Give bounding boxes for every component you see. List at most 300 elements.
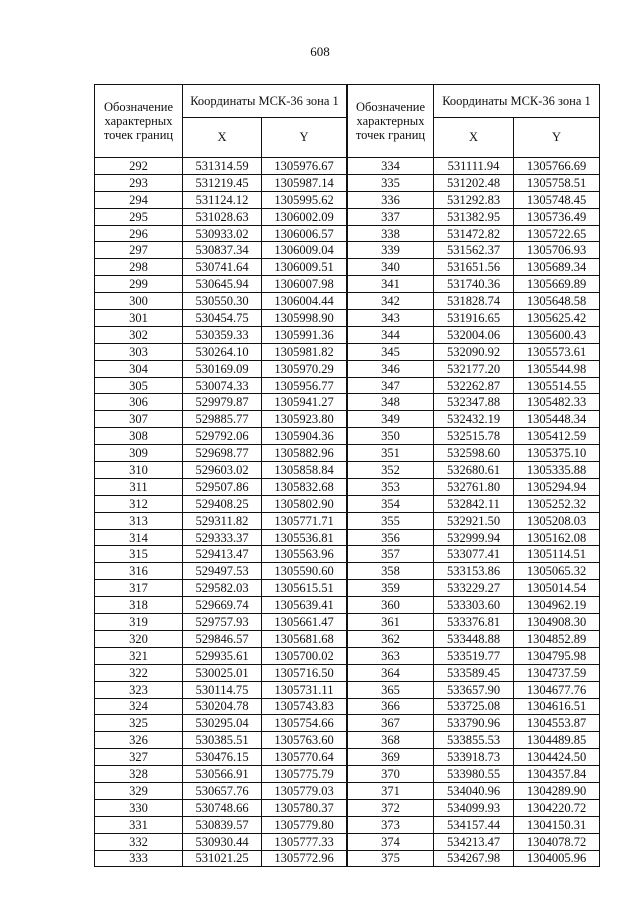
x-coordinate-cell: 530657.76 bbox=[183, 782, 262, 799]
x-coordinate-cell: 530025.01 bbox=[183, 664, 262, 681]
x-coordinate-cell: 530476.15 bbox=[183, 749, 262, 766]
x-coordinate-cell: 532177.20 bbox=[434, 360, 514, 377]
x-coordinate-cell: 533153.86 bbox=[434, 563, 514, 580]
table-row bbox=[348, 462, 600, 479]
point-id-cell: 366 bbox=[348, 698, 434, 715]
point-id-cell: 348 bbox=[348, 394, 434, 411]
table-row bbox=[95, 512, 347, 529]
table-row bbox=[95, 681, 347, 698]
x-coordinate-cell: 532999.94 bbox=[434, 529, 514, 546]
y-coordinate-cell: 1304795.98 bbox=[514, 647, 600, 664]
point-id-cell: 332 bbox=[95, 833, 183, 850]
y-coordinate-cell: 1305573.61 bbox=[514, 343, 600, 360]
y-coordinate-cell: 1305700.02 bbox=[262, 647, 347, 664]
point-id-cell: 312 bbox=[95, 495, 183, 512]
point-id-cell: 303 bbox=[95, 343, 183, 360]
x-coordinate-cell: 529582.03 bbox=[183, 580, 262, 597]
y-coordinate-cell: 1305995.62 bbox=[262, 191, 347, 208]
table-row bbox=[95, 293, 347, 310]
y-column-header: Y bbox=[514, 117, 600, 157]
point-id-cell: 326 bbox=[95, 732, 183, 749]
y-coordinate-cell: 1304553.87 bbox=[514, 715, 600, 732]
point-id-cell: 350 bbox=[348, 428, 434, 445]
table-row bbox=[348, 225, 600, 242]
table-row bbox=[348, 495, 600, 512]
x-coordinate-cell: 530114.75 bbox=[183, 681, 262, 698]
y-coordinate-cell: 1305754.66 bbox=[262, 715, 347, 732]
x-coordinate-cell: 530204.78 bbox=[183, 698, 262, 715]
point-id-cell: 337 bbox=[348, 208, 434, 225]
x-coordinate-cell: 533376.81 bbox=[434, 614, 514, 631]
table-row bbox=[95, 326, 347, 343]
x-coordinate-cell: 531028.63 bbox=[183, 208, 262, 225]
point-id-cell: 372 bbox=[348, 799, 434, 816]
table-row bbox=[95, 310, 347, 327]
y-coordinate-cell: 1305563.96 bbox=[262, 546, 347, 563]
point-id-cell: 364 bbox=[348, 664, 434, 681]
table-row bbox=[95, 597, 347, 614]
point-id-cell: 353 bbox=[348, 478, 434, 495]
y-coordinate-cell: 1305669.89 bbox=[514, 276, 600, 293]
y-coordinate-cell: 1305600.43 bbox=[514, 326, 600, 343]
table-row bbox=[348, 512, 600, 529]
x-coordinate-cell: 533448.88 bbox=[434, 630, 514, 647]
coordinates-table-right bbox=[347, 84, 600, 867]
table-row bbox=[95, 580, 347, 597]
x-coordinate-cell: 533980.55 bbox=[434, 766, 514, 783]
table-row bbox=[348, 766, 600, 783]
y-coordinate-cell: 1305448.34 bbox=[514, 411, 600, 428]
point-id-cell: 328 bbox=[95, 766, 183, 783]
y-coordinate-cell: 1306006.57 bbox=[262, 225, 347, 242]
table-row bbox=[348, 715, 600, 732]
point-id-cell: 338 bbox=[348, 225, 434, 242]
point-id-cell: 325 bbox=[95, 715, 183, 732]
table-row bbox=[95, 276, 347, 293]
x-coordinate-cell: 533657.90 bbox=[434, 681, 514, 698]
x-coordinate-cell: 533790.96 bbox=[434, 715, 514, 732]
table-row bbox=[348, 580, 600, 597]
point-id-cell: 368 bbox=[348, 732, 434, 749]
point-id-cell: 360 bbox=[348, 597, 434, 614]
point-id-cell: 307 bbox=[95, 411, 183, 428]
point-id-cell: 311 bbox=[95, 478, 183, 495]
y-coordinate-cell: 1305770.64 bbox=[262, 749, 347, 766]
y-coordinate-cell: 1305114.51 bbox=[514, 546, 600, 563]
y-coordinate-cell: 1305162.08 bbox=[514, 529, 600, 546]
table-row bbox=[95, 343, 347, 360]
y-coordinate-cell: 1305014.54 bbox=[514, 580, 600, 597]
table-row bbox=[348, 208, 600, 225]
x-coordinate-cell: 531472.82 bbox=[434, 225, 514, 242]
table-row bbox=[348, 732, 600, 749]
y-coordinate-cell: 1305482.33 bbox=[514, 394, 600, 411]
table-row bbox=[95, 462, 347, 479]
table-row bbox=[95, 377, 347, 394]
y-coordinate-cell: 1305590.60 bbox=[262, 563, 347, 580]
x-coordinate-cell: 530839.57 bbox=[183, 816, 262, 833]
point-id-cell: 317 bbox=[95, 580, 183, 597]
point-id-cell: 298 bbox=[95, 259, 183, 276]
point-id-cell: 374 bbox=[348, 833, 434, 850]
table-row bbox=[348, 749, 600, 766]
table-row bbox=[95, 478, 347, 495]
coordinate-system-header: Координаты МСК-36 зона 1 bbox=[434, 85, 600, 118]
y-coordinate-cell: 1305941.27 bbox=[262, 394, 347, 411]
table-row bbox=[348, 259, 600, 276]
y-coordinate-cell: 1305706.93 bbox=[514, 242, 600, 259]
x-coordinate-cell: 530074.33 bbox=[183, 377, 262, 394]
x-coordinate-cell: 529757.93 bbox=[183, 614, 262, 631]
y-coordinate-cell: 1305772.96 bbox=[262, 850, 347, 867]
coordinate-system-header: Координаты МСК-36 зона 1 bbox=[183, 85, 347, 118]
x-coordinate-cell: 529979.87 bbox=[183, 394, 262, 411]
point-id-cell: 296 bbox=[95, 225, 183, 242]
table-row bbox=[348, 799, 600, 816]
point-id-cell: 346 bbox=[348, 360, 434, 377]
table-row bbox=[348, 478, 600, 495]
y-coordinate-cell: 1306009.51 bbox=[262, 259, 347, 276]
table-row bbox=[95, 445, 347, 462]
x-coordinate-cell: 531651.56 bbox=[434, 259, 514, 276]
table-row bbox=[348, 276, 600, 293]
table-row bbox=[348, 698, 600, 715]
table-row bbox=[95, 630, 347, 647]
table-row bbox=[348, 681, 600, 698]
x-coordinate-cell: 530264.10 bbox=[183, 343, 262, 360]
x-coordinate-cell: 530645.94 bbox=[183, 276, 262, 293]
point-id-cell: 306 bbox=[95, 394, 183, 411]
point-id-cell: 330 bbox=[95, 799, 183, 816]
point-id-cell: 335 bbox=[348, 174, 434, 191]
point-id-cell: 340 bbox=[348, 259, 434, 276]
x-coordinate-cell: 531292.83 bbox=[434, 191, 514, 208]
point-id-cell: 331 bbox=[95, 816, 183, 833]
table-row bbox=[95, 394, 347, 411]
x-coordinate-cell: 530566.91 bbox=[183, 766, 262, 783]
table-row bbox=[95, 546, 347, 563]
x-coordinate-cell: 533077.41 bbox=[434, 546, 514, 563]
table-row bbox=[95, 816, 347, 833]
point-id-cell: 342 bbox=[348, 293, 434, 310]
x-coordinate-cell: 529333.37 bbox=[183, 529, 262, 546]
y-coordinate-cell: 1305748.45 bbox=[514, 191, 600, 208]
point-id-cell: 355 bbox=[348, 512, 434, 529]
point-id-cell: 322 bbox=[95, 664, 183, 681]
point-id-cell: 321 bbox=[95, 647, 183, 664]
y-coordinate-cell: 1305681.68 bbox=[262, 630, 347, 647]
point-id-cell: 297 bbox=[95, 242, 183, 259]
point-id-cell: 352 bbox=[348, 462, 434, 479]
table-row bbox=[95, 428, 347, 445]
table-row bbox=[348, 428, 600, 445]
table-row bbox=[95, 191, 347, 208]
point-id-cell: 313 bbox=[95, 512, 183, 529]
x-coordinate-cell: 529792.06 bbox=[183, 428, 262, 445]
y-coordinate-cell: 1305648.58 bbox=[514, 293, 600, 310]
y-coordinate-cell: 1305987.14 bbox=[262, 174, 347, 191]
y-coordinate-cell: 1305858.84 bbox=[262, 462, 347, 479]
point-id-cell: 300 bbox=[95, 293, 183, 310]
point-id-cell: 327 bbox=[95, 749, 183, 766]
table-row bbox=[348, 310, 600, 327]
x-coordinate-cell: 534099.93 bbox=[434, 799, 514, 816]
table-row bbox=[348, 343, 600, 360]
x-coordinate-cell: 530741.64 bbox=[183, 259, 262, 276]
y-coordinate-cell: 1304357.84 bbox=[514, 766, 600, 783]
x-coordinate-cell: 532347.88 bbox=[434, 394, 514, 411]
x-coordinate-cell: 530169.09 bbox=[183, 360, 262, 377]
x-coordinate-cell: 534213.47 bbox=[434, 833, 514, 850]
point-id-cell: 304 bbox=[95, 360, 183, 377]
x-coordinate-cell: 533589.45 bbox=[434, 664, 514, 681]
y-coordinate-cell: 1305777.33 bbox=[262, 833, 347, 850]
y-column-header: Y bbox=[262, 117, 347, 157]
table-row bbox=[95, 208, 347, 225]
x-coordinate-cell: 532090.92 bbox=[434, 343, 514, 360]
x-coordinate-cell: 533918.73 bbox=[434, 749, 514, 766]
table-row bbox=[348, 360, 600, 377]
point-id-cell: 356 bbox=[348, 529, 434, 546]
x-coordinate-cell: 531916.65 bbox=[434, 310, 514, 327]
table-row bbox=[348, 630, 600, 647]
table-row bbox=[348, 647, 600, 664]
y-coordinate-cell: 1306004.44 bbox=[262, 293, 347, 310]
point-id-cell: 319 bbox=[95, 614, 183, 631]
page-number: 608 bbox=[310, 44, 330, 59]
point-id-cell: 369 bbox=[348, 749, 434, 766]
x-coordinate-cell: 531740.36 bbox=[434, 276, 514, 293]
point-id-cell: 357 bbox=[348, 546, 434, 563]
x-coordinate-cell: 533229.27 bbox=[434, 580, 514, 597]
y-coordinate-cell: 1305780.37 bbox=[262, 799, 347, 816]
y-coordinate-cell: 1305412.59 bbox=[514, 428, 600, 445]
y-coordinate-cell: 1305661.47 bbox=[262, 614, 347, 631]
y-coordinate-cell: 1305970.29 bbox=[262, 360, 347, 377]
coordinates-table-left bbox=[94, 84, 347, 867]
table-row bbox=[95, 749, 347, 766]
point-id-cell: 361 bbox=[348, 614, 434, 631]
point-id-cell: 370 bbox=[348, 766, 434, 783]
y-coordinate-cell: 1304424.50 bbox=[514, 749, 600, 766]
point-id-cell: 333 bbox=[95, 850, 183, 867]
x-coordinate-cell: 530930.44 bbox=[183, 833, 262, 850]
y-coordinate-cell: 1304616.51 bbox=[514, 698, 600, 715]
y-coordinate-cell: 1305375.10 bbox=[514, 445, 600, 462]
point-id-cell: 315 bbox=[95, 546, 183, 563]
y-coordinate-cell: 1306009.04 bbox=[262, 242, 347, 259]
y-coordinate-cell: 1305775.79 bbox=[262, 766, 347, 783]
point-id-cell: 302 bbox=[95, 326, 183, 343]
y-coordinate-cell: 1305802.90 bbox=[262, 495, 347, 512]
table-row bbox=[95, 647, 347, 664]
y-coordinate-cell: 1305716.50 bbox=[262, 664, 347, 681]
x-coordinate-cell: 534267.98 bbox=[434, 850, 514, 867]
table-row bbox=[348, 445, 600, 462]
y-coordinate-cell: 1305882.96 bbox=[262, 445, 347, 462]
x-coordinate-cell: 531124.12 bbox=[183, 191, 262, 208]
y-coordinate-cell: 1305252.32 bbox=[514, 495, 600, 512]
y-coordinate-cell: 1305615.51 bbox=[262, 580, 347, 597]
table-row bbox=[348, 597, 600, 614]
x-coordinate-cell: 533855.53 bbox=[434, 732, 514, 749]
table-row bbox=[348, 833, 600, 850]
point-id-cell: 299 bbox=[95, 276, 183, 293]
x-coordinate-cell: 531828.74 bbox=[434, 293, 514, 310]
x-coordinate-cell: 533725.08 bbox=[434, 698, 514, 715]
x-coordinate-cell: 530359.33 bbox=[183, 326, 262, 343]
y-coordinate-cell: 1305689.34 bbox=[514, 259, 600, 276]
y-coordinate-cell: 1305208.03 bbox=[514, 512, 600, 529]
table-row bbox=[348, 326, 600, 343]
y-coordinate-cell: 1304289.90 bbox=[514, 782, 600, 799]
point-id-cell: 295 bbox=[95, 208, 183, 225]
x-coordinate-cell: 531382.95 bbox=[434, 208, 514, 225]
point-id-cell: 301 bbox=[95, 310, 183, 327]
y-coordinate-cell: 1305991.36 bbox=[262, 326, 347, 343]
x-coordinate-cell: 529698.77 bbox=[183, 445, 262, 462]
y-coordinate-cell: 1304737.59 bbox=[514, 664, 600, 681]
point-id-cell: 329 bbox=[95, 782, 183, 799]
point-id-cell: 367 bbox=[348, 715, 434, 732]
y-coordinate-cell: 1305923.80 bbox=[262, 411, 347, 428]
y-coordinate-cell: 1305743.83 bbox=[262, 698, 347, 715]
x-coordinate-cell: 529603.02 bbox=[183, 462, 262, 479]
x-coordinate-cell: 532432.19 bbox=[434, 411, 514, 428]
x-coordinate-cell: 529669.74 bbox=[183, 597, 262, 614]
y-coordinate-cell: 1305771.71 bbox=[262, 512, 347, 529]
point-id-cell: 293 bbox=[95, 174, 183, 191]
point-id-cell: 310 bbox=[95, 462, 183, 479]
x-coordinate-cell: 532842.11 bbox=[434, 495, 514, 512]
point-id-cell: 341 bbox=[348, 276, 434, 293]
x-coordinate-cell: 532262.87 bbox=[434, 377, 514, 394]
point-id-cell: 375 bbox=[348, 850, 434, 867]
table-row bbox=[348, 614, 600, 631]
x-coordinate-cell: 532761.80 bbox=[434, 478, 514, 495]
table-row bbox=[95, 158, 347, 175]
table-row bbox=[95, 614, 347, 631]
table-row bbox=[95, 259, 347, 276]
point-id-cell: 292 bbox=[95, 158, 183, 175]
point-id-cell: 320 bbox=[95, 630, 183, 647]
x-coordinate-cell: 532004.06 bbox=[434, 326, 514, 343]
point-id-cell: 314 bbox=[95, 529, 183, 546]
table-row bbox=[95, 732, 347, 749]
y-coordinate-cell: 1305766.69 bbox=[514, 158, 600, 175]
y-coordinate-cell: 1305956.77 bbox=[262, 377, 347, 394]
table-row bbox=[348, 546, 600, 563]
point-column-header: Обозначение характерных точек границ bbox=[348, 85, 434, 158]
y-coordinate-cell: 1305763.60 bbox=[262, 732, 347, 749]
point-id-cell: 339 bbox=[348, 242, 434, 259]
table-row bbox=[348, 816, 600, 833]
table-row bbox=[95, 799, 347, 816]
table-row bbox=[348, 293, 600, 310]
y-coordinate-cell: 1305998.90 bbox=[262, 310, 347, 327]
table-row bbox=[95, 411, 347, 428]
table-row bbox=[348, 782, 600, 799]
table-row bbox=[348, 242, 600, 259]
point-id-cell: 365 bbox=[348, 681, 434, 698]
y-coordinate-cell: 1305625.42 bbox=[514, 310, 600, 327]
table-row bbox=[348, 158, 600, 175]
x-coordinate-cell: 531021.25 bbox=[183, 850, 262, 867]
table-row bbox=[348, 191, 600, 208]
point-id-cell: 347 bbox=[348, 377, 434, 394]
table-row bbox=[95, 766, 347, 783]
x-coordinate-cell: 529507.86 bbox=[183, 478, 262, 495]
table-row bbox=[95, 782, 347, 799]
x-coordinate-cell: 529846.57 bbox=[183, 630, 262, 647]
y-coordinate-cell: 1304489.85 bbox=[514, 732, 600, 749]
x-coordinate-cell: 530295.04 bbox=[183, 715, 262, 732]
x-coordinate-cell: 531111.94 bbox=[434, 158, 514, 175]
point-id-cell: 309 bbox=[95, 445, 183, 462]
y-coordinate-cell: 1305758.51 bbox=[514, 174, 600, 191]
point-id-cell: 294 bbox=[95, 191, 183, 208]
point-id-cell: 334 bbox=[348, 158, 434, 175]
point-id-cell: 308 bbox=[95, 428, 183, 445]
y-coordinate-cell: 1305722.65 bbox=[514, 225, 600, 242]
table-row bbox=[95, 529, 347, 546]
y-coordinate-cell: 1304220.72 bbox=[514, 799, 600, 816]
point-id-cell: 359 bbox=[348, 580, 434, 597]
point-id-cell: 336 bbox=[348, 191, 434, 208]
point-id-cell: 343 bbox=[348, 310, 434, 327]
table-row bbox=[95, 225, 347, 242]
table-row bbox=[348, 529, 600, 546]
y-coordinate-cell: 1305736.49 bbox=[514, 208, 600, 225]
point-column-header: Обозначение характерных точек границ bbox=[95, 85, 183, 158]
x-coordinate-cell: 530385.51 bbox=[183, 732, 262, 749]
table-row bbox=[95, 664, 347, 681]
x-coordinate-cell: 530837.34 bbox=[183, 242, 262, 259]
point-id-cell: 362 bbox=[348, 630, 434, 647]
x-coordinate-cell: 532515.78 bbox=[434, 428, 514, 445]
y-coordinate-cell: 1305904.36 bbox=[262, 428, 347, 445]
y-coordinate-cell: 1305976.67 bbox=[262, 158, 347, 175]
y-coordinate-cell: 1305779.80 bbox=[262, 816, 347, 833]
x-coordinate-cell: 530454.75 bbox=[183, 310, 262, 327]
x-coordinate-cell: 530933.02 bbox=[183, 225, 262, 242]
point-id-cell: 349 bbox=[348, 411, 434, 428]
x-coordinate-cell: 532680.61 bbox=[434, 462, 514, 479]
x-coordinate-cell: 529935.61 bbox=[183, 647, 262, 664]
y-coordinate-cell: 1304078.72 bbox=[514, 833, 600, 850]
y-coordinate-cell: 1304962.19 bbox=[514, 597, 600, 614]
table-row bbox=[95, 715, 347, 732]
y-coordinate-cell: 1304150.31 bbox=[514, 816, 600, 833]
table-row bbox=[95, 698, 347, 715]
table-row bbox=[348, 563, 600, 580]
y-coordinate-cell: 1306002.09 bbox=[262, 208, 347, 225]
x-coordinate-cell: 532921.50 bbox=[434, 512, 514, 529]
table-row bbox=[95, 495, 347, 512]
point-id-cell: 316 bbox=[95, 563, 183, 580]
point-id-cell: 305 bbox=[95, 377, 183, 394]
table-row bbox=[95, 563, 347, 580]
x-coordinate-cell: 529311.82 bbox=[183, 512, 262, 529]
x-coordinate-cell: 533519.77 bbox=[434, 647, 514, 664]
table-row bbox=[95, 850, 347, 867]
y-coordinate-cell: 1304908.30 bbox=[514, 614, 600, 631]
point-id-cell: 373 bbox=[348, 816, 434, 833]
point-id-cell: 345 bbox=[348, 343, 434, 360]
y-coordinate-cell: 1305335.88 bbox=[514, 462, 600, 479]
y-coordinate-cell: 1305536.81 bbox=[262, 529, 347, 546]
x-column-header: X bbox=[434, 117, 514, 157]
